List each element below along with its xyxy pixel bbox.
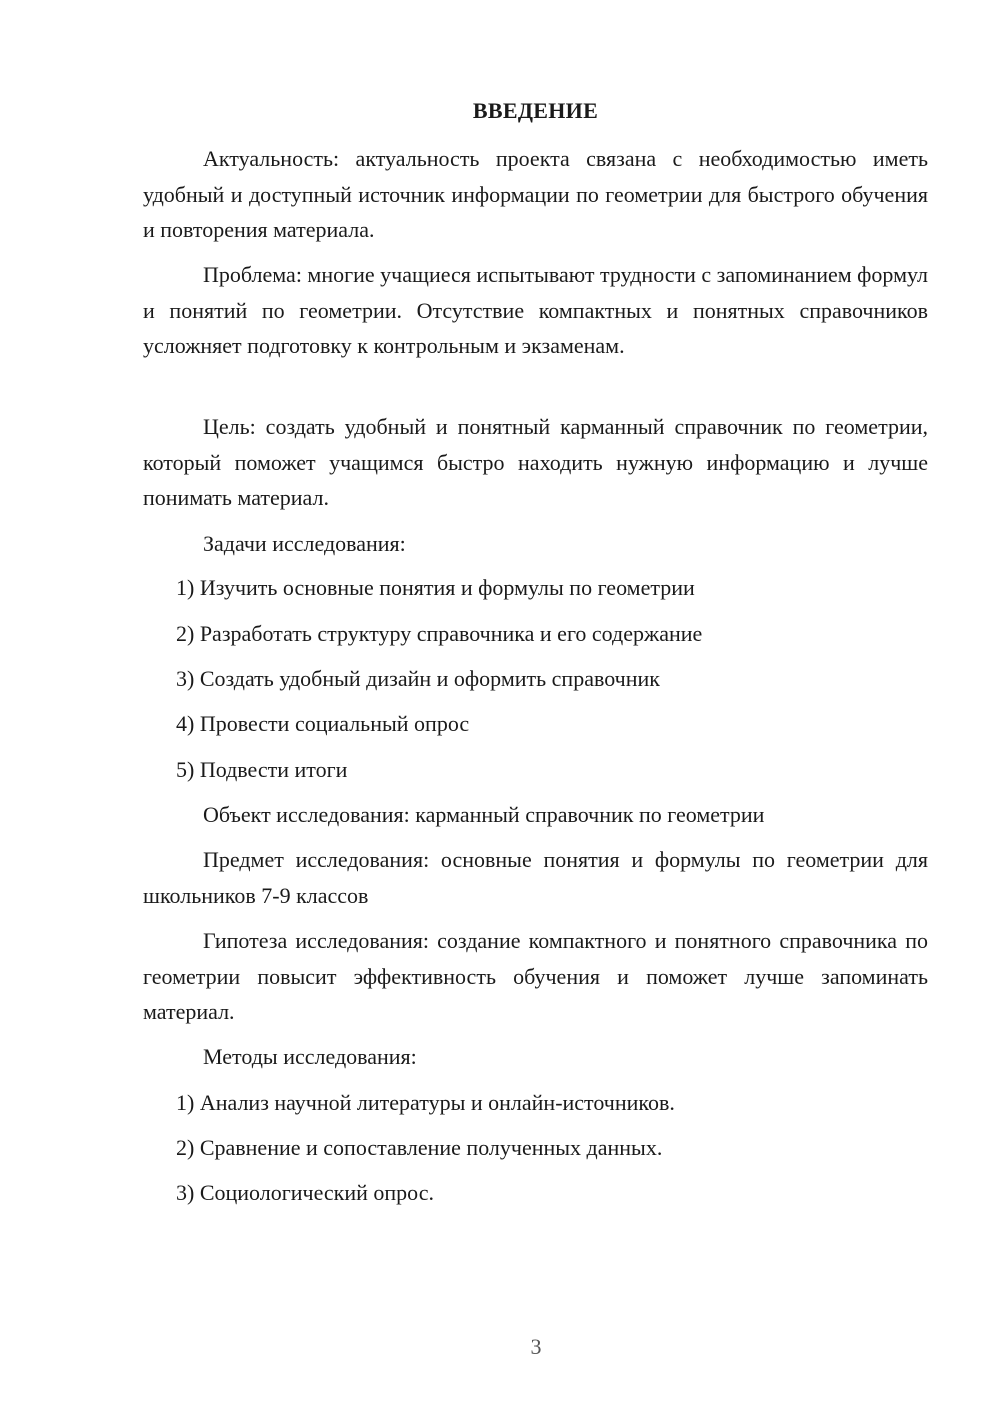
problem-paragraph: Проблема: многие учащиеся испытывают трудности с запоминанием формул и понятий по геометрии. Отсутствие компактных и понятных справочников усложняет подготовку к контрольным и экзаменам. [143, 262, 929, 358]
task-item: 5) Подвести итоги [176, 757, 348, 782]
methods-heading: Методы исследования: [203, 1044, 417, 1069]
hypothesis-paragraph: Гипотеза исследования: создание компактного и понятного справочника по геометрии повысит эффективность обучения и поможет лучше запоминать материал. [143, 928, 928, 1024]
method-item: 3) Социологический опрос. [176, 1180, 434, 1205]
object-line: Объект исследования: карманный справочник по геометрии [203, 802, 765, 827]
task-item: 4) Провести социальный опрос [176, 711, 470, 736]
goal-paragraph: Цель: создать удобный и понятный карманный справочник по геометрии, который поможет учащимся быстро находить нужную информацию и лучше понимать материал. [143, 414, 928, 510]
task-item: 3) Создать удобный дизайн и оформить справочник [176, 666, 660, 691]
relevance-paragraph: Актуальность: актуальность проекта связана с необходимостью иметь удобный и доступный источник информации по геометрии для быстрого обучения и повторения материала. [143, 146, 928, 242]
method-item: 1) Анализ научной литературы и онлайн-источников. [176, 1090, 675, 1115]
section-title: ВВЕДЕНИЕ [472, 98, 599, 123]
tasks-heading: Задачи исследования: [203, 531, 406, 556]
task-item: 1) Изучить основные понятия и формулы по геометрии [176, 575, 695, 600]
method-item: 2) Сравнение и сопоставление полученных данных. [176, 1135, 663, 1160]
page-number: 3 [530, 1334, 542, 1359]
task-item: 2) Разработать структуру справочника и его содержание [176, 621, 703, 646]
subject-paragraph: Предмет исследования: основные понятия и формулы по геометрии для школьников 7-9 классов [143, 847, 928, 908]
